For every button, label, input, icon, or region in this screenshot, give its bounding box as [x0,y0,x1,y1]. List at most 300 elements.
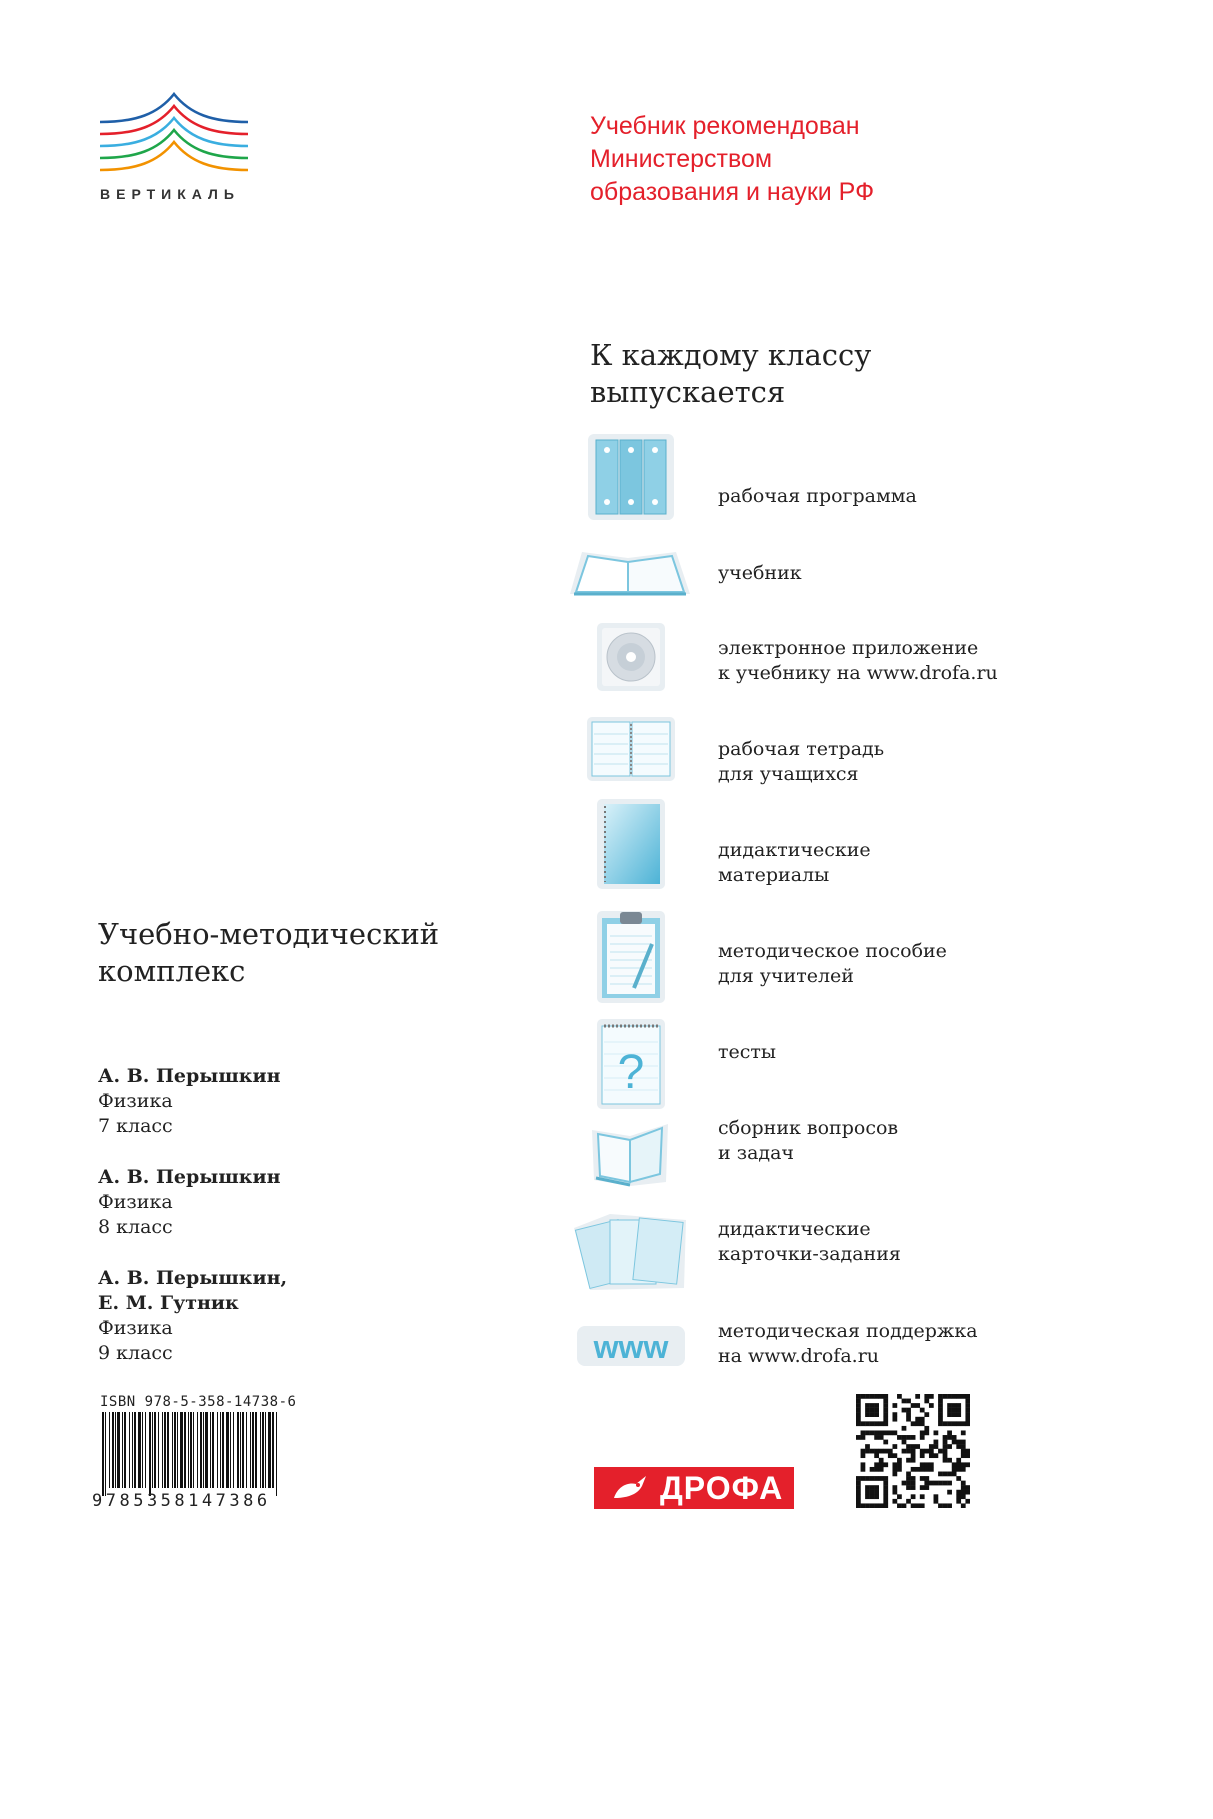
qr-module [856,1494,861,1499]
qr-module [943,1394,948,1399]
qr-module [897,1394,902,1399]
qr-module [938,1417,943,1422]
qr-module [952,1435,957,1440]
qr-module [947,1503,952,1508]
qr-module [865,1394,870,1399]
qr-module [911,1403,916,1408]
barcode-bar [164,1412,166,1488]
qr-module [874,1476,879,1481]
qr-module [870,1394,875,1399]
qr-module [883,1503,888,1508]
barcode-bar [134,1412,136,1488]
qr-module [870,1490,875,1495]
qr-module [856,1399,861,1404]
qr-module [956,1462,961,1467]
qr-module [911,1494,916,1499]
qr-module [902,1435,907,1440]
qr-module [865,1490,870,1495]
qr-module [883,1440,888,1445]
qr-module [856,1503,861,1508]
qr-module [856,1499,861,1504]
barcode-bar [115,1412,116,1488]
qr-module [956,1408,961,1413]
barcode-bar [276,1412,277,1496]
qr-module [961,1453,966,1458]
qr-module [883,1417,888,1422]
qr-module [874,1485,879,1490]
qr-module [952,1412,957,1417]
barcode-bar [230,1412,231,1488]
component-label: сборник вопросов и задач [718,1117,899,1164]
qr-module [897,1494,902,1499]
qr-module [883,1490,888,1495]
qr-module [911,1453,916,1458]
qr-module [874,1430,879,1435]
qr-module [892,1490,897,1495]
list-item: А. В. Перышкин Физика 7 класс [98,1065,281,1137]
qr-module [870,1467,875,1472]
qr-module [870,1449,875,1454]
qr-module [920,1467,925,1472]
qr-module [938,1399,943,1404]
qr-module [865,1444,870,1449]
qr-module [892,1499,897,1504]
qr-module [929,1394,934,1399]
qr-module [906,1485,911,1490]
qr-module [892,1462,897,1467]
barcode-bar [102,1412,104,1496]
qr-module [911,1467,916,1472]
qr-module [956,1458,961,1463]
qr-module [874,1449,879,1454]
qr-module [965,1485,970,1490]
qr-module [902,1440,907,1445]
qr-module [920,1485,925,1490]
qr-module [906,1412,911,1417]
qr-module [924,1399,929,1404]
qr-module [861,1430,866,1435]
barcode-bar [152,1412,153,1488]
barcode-bar [246,1412,247,1488]
qr-module [934,1453,939,1458]
qr-module [947,1481,952,1486]
qr-module [883,1449,888,1454]
qr-module [929,1453,934,1458]
qr-module [856,1421,861,1426]
open-book-icon [566,540,694,598]
qr-module [874,1494,879,1499]
barcode-bar [237,1412,239,1488]
barcode-digits: 9785358147386 [92,1491,271,1511]
qr-module [920,1435,925,1440]
qr-module [943,1481,948,1486]
qr-module [870,1408,875,1413]
qr-module [952,1472,957,1477]
qr-module [906,1476,911,1481]
qr-module [888,1453,893,1458]
recommendation-line: образования и науки РФ [590,178,875,206]
qr-module [915,1394,920,1399]
qr-module [965,1399,970,1404]
qr-module [947,1472,952,1477]
qr-module [947,1412,952,1417]
qr-module [906,1458,911,1463]
barcode-bar [210,1412,211,1488]
qr-module [920,1453,925,1458]
svg-text:?: ? [617,1046,645,1099]
qr-module [911,1449,916,1454]
qr-module [915,1421,920,1426]
qr-module [947,1435,952,1440]
qr-module [865,1412,870,1417]
qr-module [961,1444,966,1449]
recommendation-text [590,110,874,209]
qr-module [915,1417,920,1422]
publisher-logo [594,1467,794,1509]
qr-module [856,1435,861,1440]
qr-module [929,1449,934,1454]
qr-module [861,1503,866,1508]
qr-module [856,1408,861,1413]
barcode-bar [117,1412,120,1488]
publisher-name: ДРОФА [660,1470,784,1506]
qr-module [947,1421,952,1426]
qr-module [952,1440,957,1445]
spiral-pad-icon [596,798,666,890]
qr-module [874,1467,879,1472]
qr-module [879,1421,884,1426]
qr-module [861,1453,866,1458]
barcode-bar [122,1412,123,1488]
qr-module [911,1435,916,1440]
qr-module [902,1449,907,1454]
qr-module [906,1435,911,1440]
component-label: учебник [718,562,802,584]
barcode-bar [109,1412,110,1488]
barcode-bar [188,1412,189,1488]
qr-module [961,1440,966,1445]
qr-module [906,1472,911,1477]
barcode-bar [167,1412,169,1488]
qr-module [920,1462,925,1467]
qr-module [906,1417,911,1422]
barcode-bar [250,1412,251,1488]
books-list [98,1064,287,1392]
qr-module [861,1435,866,1440]
barcode-bar [177,1412,178,1488]
qr-module [892,1467,897,1472]
qr-module [879,1462,884,1467]
barcode-bar [112,1412,114,1488]
qr-module [938,1472,943,1477]
qr-module [920,1430,925,1435]
qr-module [897,1467,902,1472]
logo-name: ВЕРТИКАЛЬ [100,186,240,202]
qr-module [865,1476,870,1481]
qr-module [897,1503,902,1508]
qr-module [920,1417,925,1422]
qr-module [902,1426,907,1431]
qr-module [965,1499,970,1504]
qr-module [883,1421,888,1426]
qr-module [874,1453,879,1458]
barcode-bar [203,1412,204,1488]
www-icon-label: www [593,1329,669,1365]
barcode-bar [154,1412,156,1488]
qr-module [906,1408,911,1413]
qr-module [965,1408,970,1413]
qr-module [911,1458,916,1463]
qr-module [856,1481,861,1486]
component-label: дидактические материалы [718,839,871,886]
qr-module [938,1394,943,1399]
qr-module [956,1403,961,1408]
qr-module [861,1462,866,1467]
qr-module [965,1394,970,1399]
qr-module [892,1403,897,1408]
qr-module [856,1417,861,1422]
qr-module [938,1503,943,1508]
qr-module [956,1490,961,1495]
qr-module [965,1490,970,1495]
barcode-bar [205,1412,208,1488]
qr-module [883,1430,888,1435]
qr-module [879,1449,884,1454]
qr-code [856,1394,970,1508]
qr-module [861,1449,866,1454]
qr-module [883,1485,888,1490]
qr-module [883,1403,888,1408]
qr-module [911,1503,916,1508]
qr-module [861,1467,866,1472]
qr-module [879,1467,884,1472]
qr-module [883,1399,888,1404]
qr-module [874,1412,879,1417]
qr-module [911,1421,916,1426]
barcode-bar [184,1412,186,1488]
qr-module [911,1444,916,1449]
qr-module [934,1444,939,1449]
component-label: рабочая программа [718,485,917,507]
barcode-bar [197,1412,198,1488]
barcode-bar [272,1412,274,1488]
qr-module [924,1449,929,1454]
qr-module [888,1430,893,1435]
qr-module [892,1453,897,1458]
qr-module [906,1499,911,1504]
qr-module [883,1494,888,1499]
qr-module [874,1408,879,1413]
qr-module [929,1481,934,1486]
qr-module [865,1449,870,1454]
qr-module [965,1462,970,1467]
qr-module [947,1490,952,1495]
www-icon [576,1322,686,1368]
qr-module [870,1421,875,1426]
qr-module [947,1408,952,1413]
qr-module [934,1440,939,1445]
qr-module [934,1499,939,1504]
qr-module [952,1421,957,1426]
qr-module [961,1394,966,1399]
qr-module [865,1421,870,1426]
barcode-bar [174,1412,176,1488]
barcode-bar [220,1412,221,1488]
qr-module [938,1449,943,1454]
barcode-bar [262,1412,264,1488]
qr-module [861,1421,866,1426]
qr-module [874,1462,879,1467]
qr-module [883,1408,888,1413]
recommendation-line: Учебник рекомендован [590,112,860,140]
qr-module [870,1403,875,1408]
qr-module [965,1403,970,1408]
component-label: электронное приложение к учебнику на www.drofa.ru [718,637,998,684]
qr-module [924,1481,929,1486]
qr-module [883,1394,888,1399]
kit-title: Учебно-методический комплекс [98,917,440,988]
qr-module [961,1485,966,1490]
qr-module [929,1467,934,1472]
qr-module [929,1444,934,1449]
qr-module [961,1490,966,1495]
barcode-bar [252,1412,254,1488]
qr-module [961,1503,966,1508]
qr-module [947,1444,952,1449]
qr-module [952,1467,957,1472]
qr-module [929,1403,934,1408]
qr-module [874,1421,879,1426]
qr-module [902,1399,907,1404]
qr-module [892,1430,897,1435]
component-label: методическая поддержка на www.drofa.ru [718,1320,978,1367]
barcode-bar [132,1412,133,1488]
qr-module [924,1467,929,1472]
qr-module [879,1430,884,1435]
isbn-text: ISBN 978-5-358-14738-6 [100,1394,297,1410]
qr-module [902,1408,907,1413]
qr-module [961,1449,966,1454]
bird-icon [608,1472,652,1504]
qr-module [856,1490,861,1495]
recommendation-line: Министерством [590,145,773,173]
barcode-bar [255,1412,257,1488]
component-label: тесты [718,1041,777,1063]
clipboard-icon [596,910,666,1004]
qr-module [956,1421,961,1426]
list-item: А. В. Перышкин Физика 8 класс [98,1166,281,1238]
barcode-bar [240,1412,241,1488]
qr-module [943,1453,948,1458]
qr-module [952,1394,957,1399]
notebook-icon [586,716,676,782]
qr-module [934,1494,939,1499]
qr-module [938,1421,943,1426]
qr-module [870,1503,875,1508]
qr-module [920,1408,925,1413]
qr-module [938,1481,943,1486]
qr-module [892,1472,897,1477]
qr-module [915,1503,920,1508]
question-pad-icon [596,1018,666,1110]
qr-module [952,1408,957,1413]
barcode-bar [200,1412,202,1488]
qr-module [965,1421,970,1426]
barcode-bar [180,1412,183,1488]
qr-module [902,1503,907,1508]
qr-module [956,1440,961,1445]
barcode-bar [222,1412,224,1488]
qr-module [952,1403,957,1408]
qr-module [911,1476,916,1481]
qr-module [956,1394,961,1399]
qr-module [947,1458,952,1463]
qr-module [920,1494,925,1499]
qr-module [865,1485,870,1490]
qr-module [943,1503,948,1508]
barcode [100,1412,282,1496]
qr-module [870,1476,875,1481]
qr-module [956,1476,961,1481]
qr-module [906,1444,911,1449]
barcode-bar [149,1412,151,1496]
barcode-bar [217,1412,218,1488]
qr-module [865,1403,870,1408]
qr-module [883,1462,888,1467]
binders-icon [586,432,676,522]
qr-module [965,1453,970,1458]
list-item: А. В. Перышкин, Е. М. Гутник Физика 9 класс [98,1267,288,1364]
vertikal-logo [96,88,256,180]
qr-module [924,1394,929,1399]
qr-module [965,1412,970,1417]
qr-module [861,1476,866,1481]
qr-module [961,1467,966,1472]
qr-module [856,1403,861,1408]
qr-module [883,1476,888,1481]
qr-module [961,1462,966,1467]
qr-module [865,1408,870,1413]
qr-module [883,1412,888,1417]
qr-module [938,1403,943,1408]
qr-module [870,1494,875,1499]
qr-module [920,1449,925,1454]
qr-module [879,1503,884,1508]
qr-module [924,1412,929,1417]
qr-module [920,1476,925,1481]
qr-module [943,1421,948,1426]
cd-icon [596,622,666,692]
qr-module [892,1485,897,1490]
barcode-bar [162,1412,163,1488]
qr-module [879,1458,884,1463]
qr-module [874,1490,879,1495]
qr-module [874,1394,879,1399]
cards-icon [570,1208,690,1294]
qr-module [956,1444,961,1449]
component-label: методическое пособие для учителей [718,940,947,987]
qr-module [943,1444,948,1449]
qr-module [934,1481,939,1486]
qr-module [924,1476,929,1481]
qr-module [920,1421,925,1426]
qr-module [943,1440,948,1445]
qr-module [943,1449,948,1454]
barcode-bar [158,1412,159,1488]
qr-module [947,1430,952,1435]
barcode-bar [265,1412,266,1488]
qr-module [934,1430,939,1435]
